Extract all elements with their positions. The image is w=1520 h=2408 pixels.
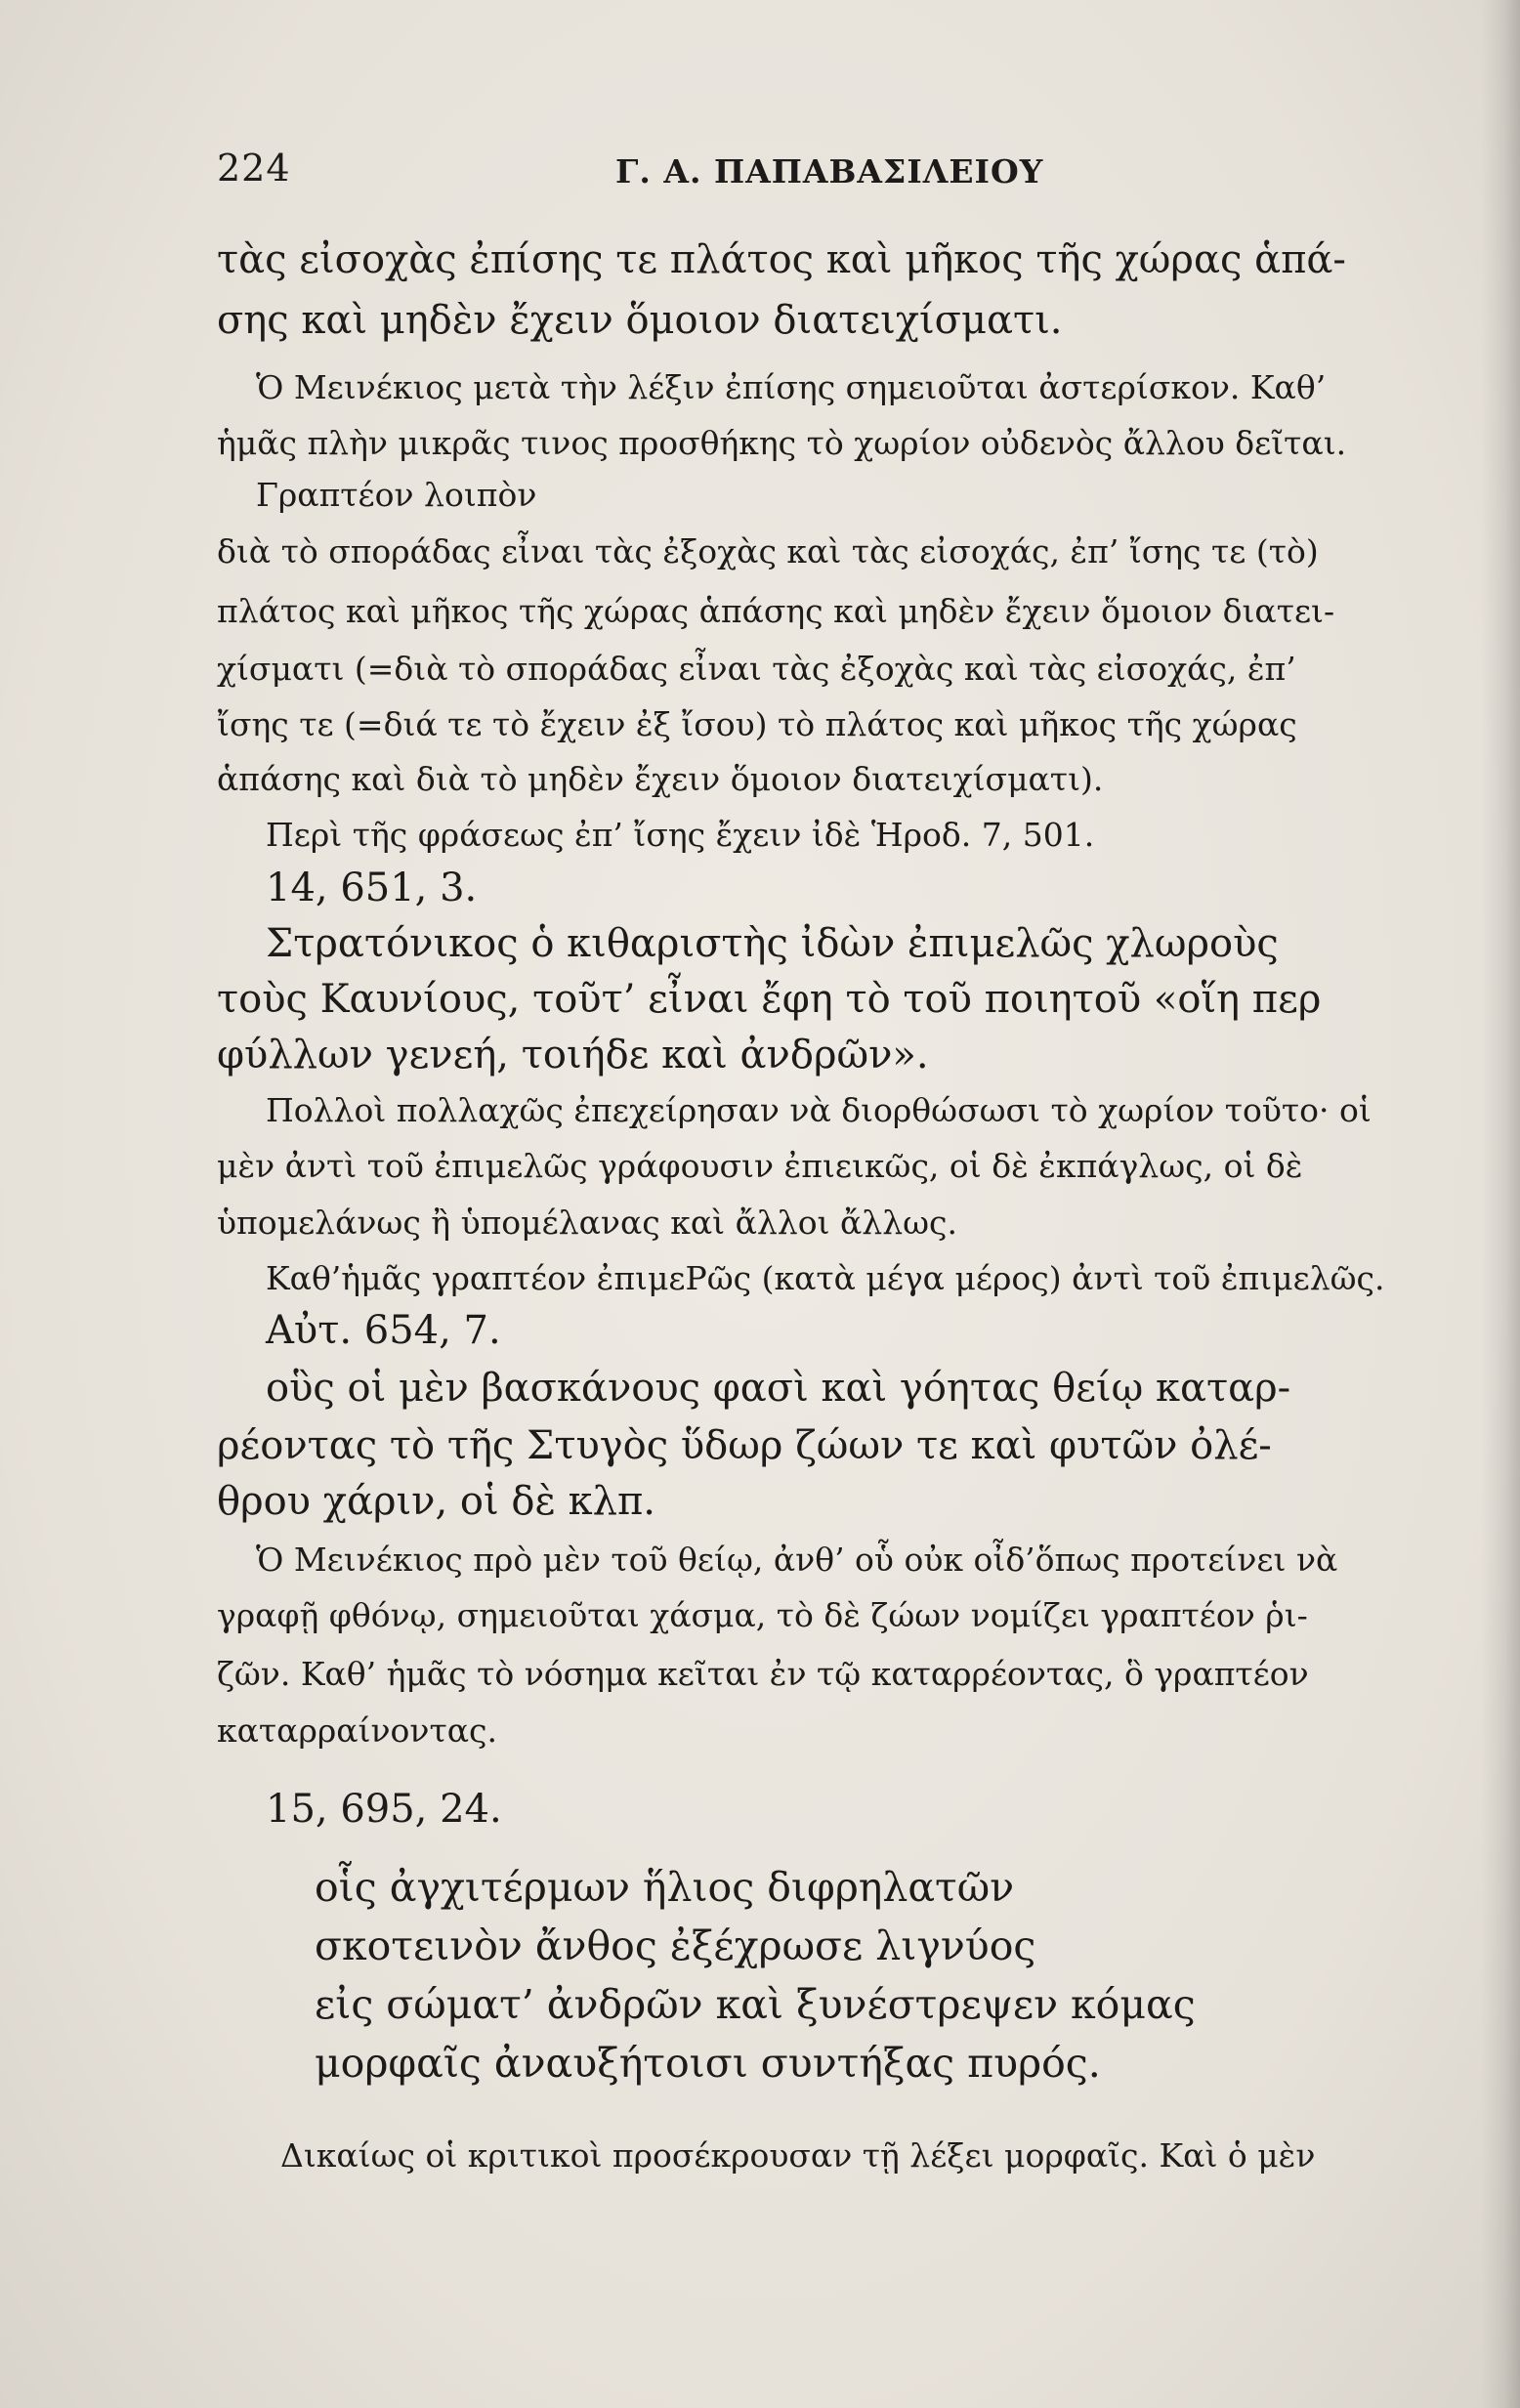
- body-line: φύλλων γενεή, τοιήδε καὶ ἀνδρῶν».: [217, 1033, 929, 1077]
- body-line: οὓς οἱ μὲν βασκάνους φασὶ καὶ γόητας θείῳ καταρ-: [266, 1366, 1291, 1411]
- body-line: Αὐτ. 654, 7.: [266, 1308, 501, 1353]
- body-line: Περὶ τῆς φράσεως ἐπ’ ἴσης ἔχειν ἰδὲ Ἡροδ. 7, 501.: [266, 816, 1095, 854]
- verse-line: οἷς ἀγχιτέρμων ἥλιος διφρηλατῶν: [315, 1864, 1015, 1911]
- verse-line: εἰς σώματ’ ἀνδρῶν καὶ ξυνέστρεψεν κόμας: [315, 1981, 1196, 2028]
- body-line: τοὺς Καυνίους, τοῦτ’ εἶναι ἔφη τὸ τοῦ ποιητοῦ «οἵη περ: [217, 977, 1322, 1022]
- body-line: ὑπομελάνως ἢ ὑπομέλανας καὶ ἄλλοι ἄλλως.: [217, 1204, 957, 1242]
- body-line: σης καὶ μηδὲν ἔχειν ὅμοιον διατειχίσματι.: [217, 298, 1063, 343]
- body-line: ἡμᾶς πλὴν μικρᾶς τινος προσθήκης τὸ χωρίον οὐδενὸς ἄλλου δεῖται.: [217, 424, 1347, 462]
- body-line: διὰ τὸ σποράδας εἶναι τὰς ἐξοχὰς καὶ τὰς εἰσοχάς, ἐπ’ ἴσης τε (τὸ): [217, 532, 1319, 570]
- verse-line: σκοτεινὸν ἄνθος ἐξέχρωσε λιγνύος: [315, 1922, 1036, 1969]
- body-line: ἁπάσης καὶ διὰ τὸ μηδὲν ἔχειν ὅμοιον διατειχίσματι).: [217, 760, 1104, 798]
- body-line: γραφῇ φθόνῳ, σημειοῦται χάσμα, τὸ δὲ ζώων νομίζει γραπτέον ῥι-: [217, 1596, 1308, 1634]
- verse-line: μορφαῖς ἀναυξήτοισι συντήξας πυρός.: [315, 2040, 1101, 2087]
- body-line: πλάτος καὶ μῆκος τῆς χώρας ἁπάσης καὶ μηδὲν ἔχειν ὅμοιον διατει-: [217, 592, 1335, 630]
- body-line: Καθ’ἡμᾶς γραπτέον ἐπιμεΡῶς (κατὰ μέγα μέρος) ἀντὶ τοῦ ἐπιμελῶς.: [266, 1259, 1385, 1297]
- body-line: Ὁ Μεινέκιος μετὰ τὴν λέξιν ἐπίσης σημειοῦται ἀστερίσκον. Καθ’: [256, 368, 1327, 406]
- body-line: 14, 651, 3.: [266, 866, 478, 910]
- body-line: ρέοντας τὸ τῆς Στυγὸς ὕδωρ ζώων τε καὶ φυτῶν ὀλέ-: [217, 1423, 1272, 1468]
- body-line: ζῶν. Καθ’ ἡμᾶς τὸ νόσημα κεῖται ἐν τῷ καταρρέοντας, ὃ γραπτέον: [217, 1655, 1309, 1693]
- body-line: Δικαίως οἱ κριτικοὶ προσέκρουσαν τῇ λέξει μορφαῖς. Καὶ ὁ μὲν: [280, 2136, 1316, 2175]
- page-header: [217, 147, 1360, 205]
- body-line: θρου χάριν, οἱ δὲ κλπ.: [217, 1479, 656, 1524]
- body-line: μὲν ἀντὶ τοῦ ἐπιμελῶς γράφουσιν ἐπιεικῶς, οἱ δὲ ἐκπάγλως, οἱ δὲ: [217, 1147, 1303, 1185]
- body-line: Ὁ Μεινέκιος πρὸ μὲν τοῦ θείῳ, ἀνθ’ οὗ οὐκ οἶδ’ὅπως προτείνει νὰ: [256, 1541, 1338, 1579]
- page-number: 224: [217, 147, 291, 190]
- body-line: χίσματι (=διὰ τὸ σποράδας εἶναι τὰς ἐξοχὰς καὶ τὰς εἰσοχάς, ἐπ’: [217, 650, 1296, 688]
- body-line: τὰς εἰσοχὰς ἐπίσης τε πλάτος καὶ μῆκος τῆς χώρας ἁπά-: [217, 237, 1346, 282]
- page-edge-shadow: [1481, 0, 1520, 2408]
- body-line: Πολλοὶ πολλαχῶς ἐπεχείρησαν νὰ διορθώσωσι τὸ χωρίον τοῦτο· οἱ: [266, 1091, 1372, 1129]
- body-line: Στρατόνικος ὁ κιθαριστὴς ἰδὼν ἐπιμελῶς χλωροὺς: [266, 921, 1279, 966]
- body-line: καταρραίνοντας.: [217, 1711, 497, 1750]
- body-line: ἴσης τε (=διά τε τὸ ἔχειν ἐξ ἴσου) τὸ πλάτος καὶ μῆκος τῆς χώρας: [217, 705, 1297, 743]
- body-line: 15, 695, 24.: [266, 1787, 502, 1832]
- body-line: Γραπτέον λοιπὸν: [256, 476, 537, 514]
- running-head: Γ. Α. ΠΑΠΑΒΑΣΙΛΕΙΟΥ: [615, 152, 1044, 190]
